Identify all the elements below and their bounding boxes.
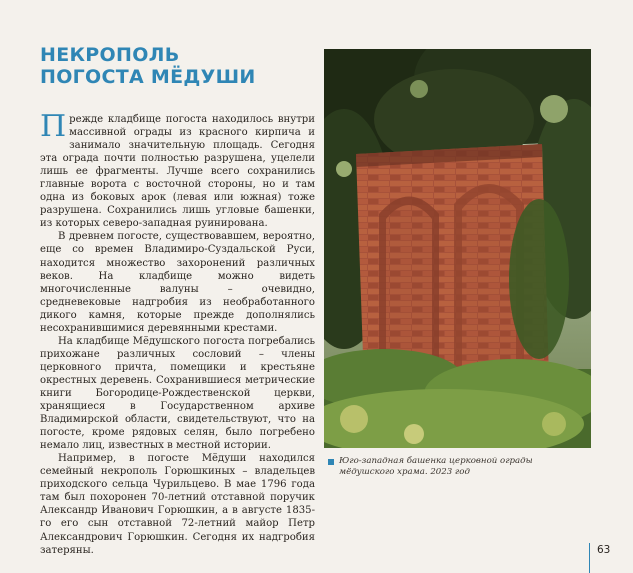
page-number-rule <box>589 543 590 573</box>
page-title <box>40 44 256 88</box>
paragraph-3: На кладбище Мёдушского погоста погребались прихожане различных сословий – члены церковного причта, помещики и крестьяне окрестных деревень. Сохранившиеся метрические книги Богородице-Рождественской церкви, хранящиеся в Государственном архиве Владимирской области, свидетельствуют, что на погосте, кроме рядовых селян, было погребено немало лиц, известных в местной истории. <box>40 335 315 452</box>
paragraph-2: В древнем погосте, существовавшем, вероятно, еще со времен Владимиро-Суздальской Руси, находится множество захоронений различных веков. На кладбище можно видеть многочисленные валуны – очевидно, средневековые надгробия из необработанного дикого камня, которые прежде дополнялись несохранившимися деревянными крестами. <box>40 231 315 334</box>
ruined-tower-photo <box>324 49 591 448</box>
paragraph-1-text: режде кладбище погоста находилось внутри массивной ограды из красного кирпича и занимало значительную площадь. Сегодня эта ограда почти полностью разрушена, уцелели лишь ее фрагменты. Лучше всего сохранились главные ворота с восточной стороны, но и там одна из боковых арок (левая или южная) тоже разрушена. Сохранились лишь угловые башенки, из которых северо-западная руинирована. <box>40 114 315 230</box>
page-number: 63 <box>597 544 611 556</box>
title-line-2: ПОГОСТА МЁДУШИ <box>40 66 256 88</box>
photo-caption-text: Юго-западная башенка церковной ограды мёдушского храма. 2023 год <box>339 456 533 477</box>
paragraph-4: Например, в погосте Мёдуши находился семейный некрополь Горюшкиных – владельцев приходского сельца Чурильцево. В мае 1796 года там был похоронен 70-летний отставной поручик Александр Иванович Горюшкин, а в августе 1835-го его сын отставной 72-летний майор Петр Александрович Горюшкин. Сегодня их надгробия затеряны. <box>40 453 315 556</box>
title-line-1: НЕКРОПОЛЬ <box>40 44 180 66</box>
article-body <box>40 109 315 557</box>
paragraph-1 <box>40 109 315 230</box>
photo-caption <box>328 456 568 478</box>
drop-cap: П <box>40 109 67 144</box>
